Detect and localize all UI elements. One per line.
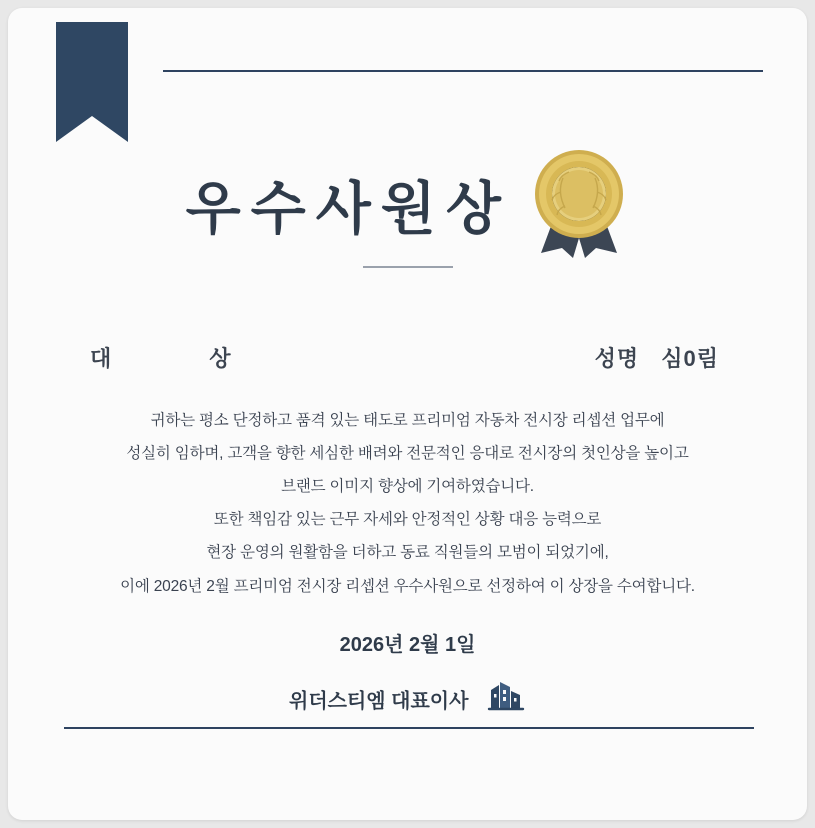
award-class-label: 대 상 bbox=[90, 346, 249, 371]
certificate-page bbox=[8, 8, 807, 820]
bottom-divider bbox=[64, 727, 754, 729]
title-block bbox=[8, 148, 807, 271]
award-medal-icon bbox=[529, 148, 629, 263]
signature-row bbox=[8, 678, 807, 720]
body-line: 귀하는 평소 단정하고 품격 있는 태도로 프리미엄 자동차 전시장 리셉션 업무에 bbox=[150, 412, 665, 429]
page-title: 우수사원상 bbox=[185, 176, 511, 241]
body-line: 현장 운영의 원활함을 더하고 동료 직원들의 모범이 되었기에, bbox=[206, 544, 609, 562]
certificate-body bbox=[8, 408, 807, 607]
body-line: 브랜드 이미지 향상에 기여하였습니다. bbox=[281, 478, 534, 496]
recipient-name-block bbox=[595, 342, 719, 373]
ribbon-bookmark-icon bbox=[56, 22, 128, 142]
signature-text: 위더스티엠 대표이사 bbox=[289, 690, 469, 713]
name-label: 성명 bbox=[594, 346, 640, 371]
company-building-logo-icon bbox=[486, 678, 526, 718]
body-line: 또한 책임감 있는 근무 자세와 안정적인 상황 대응 능력으로 bbox=[213, 511, 602, 529]
issue-date: 2026년 2월 1일 bbox=[339, 634, 476, 656]
title-underline bbox=[363, 266, 453, 268]
top-divider bbox=[163, 70, 763, 72]
recipient-row bbox=[8, 342, 807, 376]
body-line: 이에 2026년 2월 프리미엄 전시장 리셉션 우수사원으로 선정하여 이 상장을 수여합니다. bbox=[120, 577, 695, 595]
body-line: 성실히 임하며, 고객을 향한 세심한 배려와 전문적인 응대로 전시장의 첫인상을 높이고 bbox=[126, 445, 689, 463]
name-value: 심0림 bbox=[661, 346, 719, 371]
